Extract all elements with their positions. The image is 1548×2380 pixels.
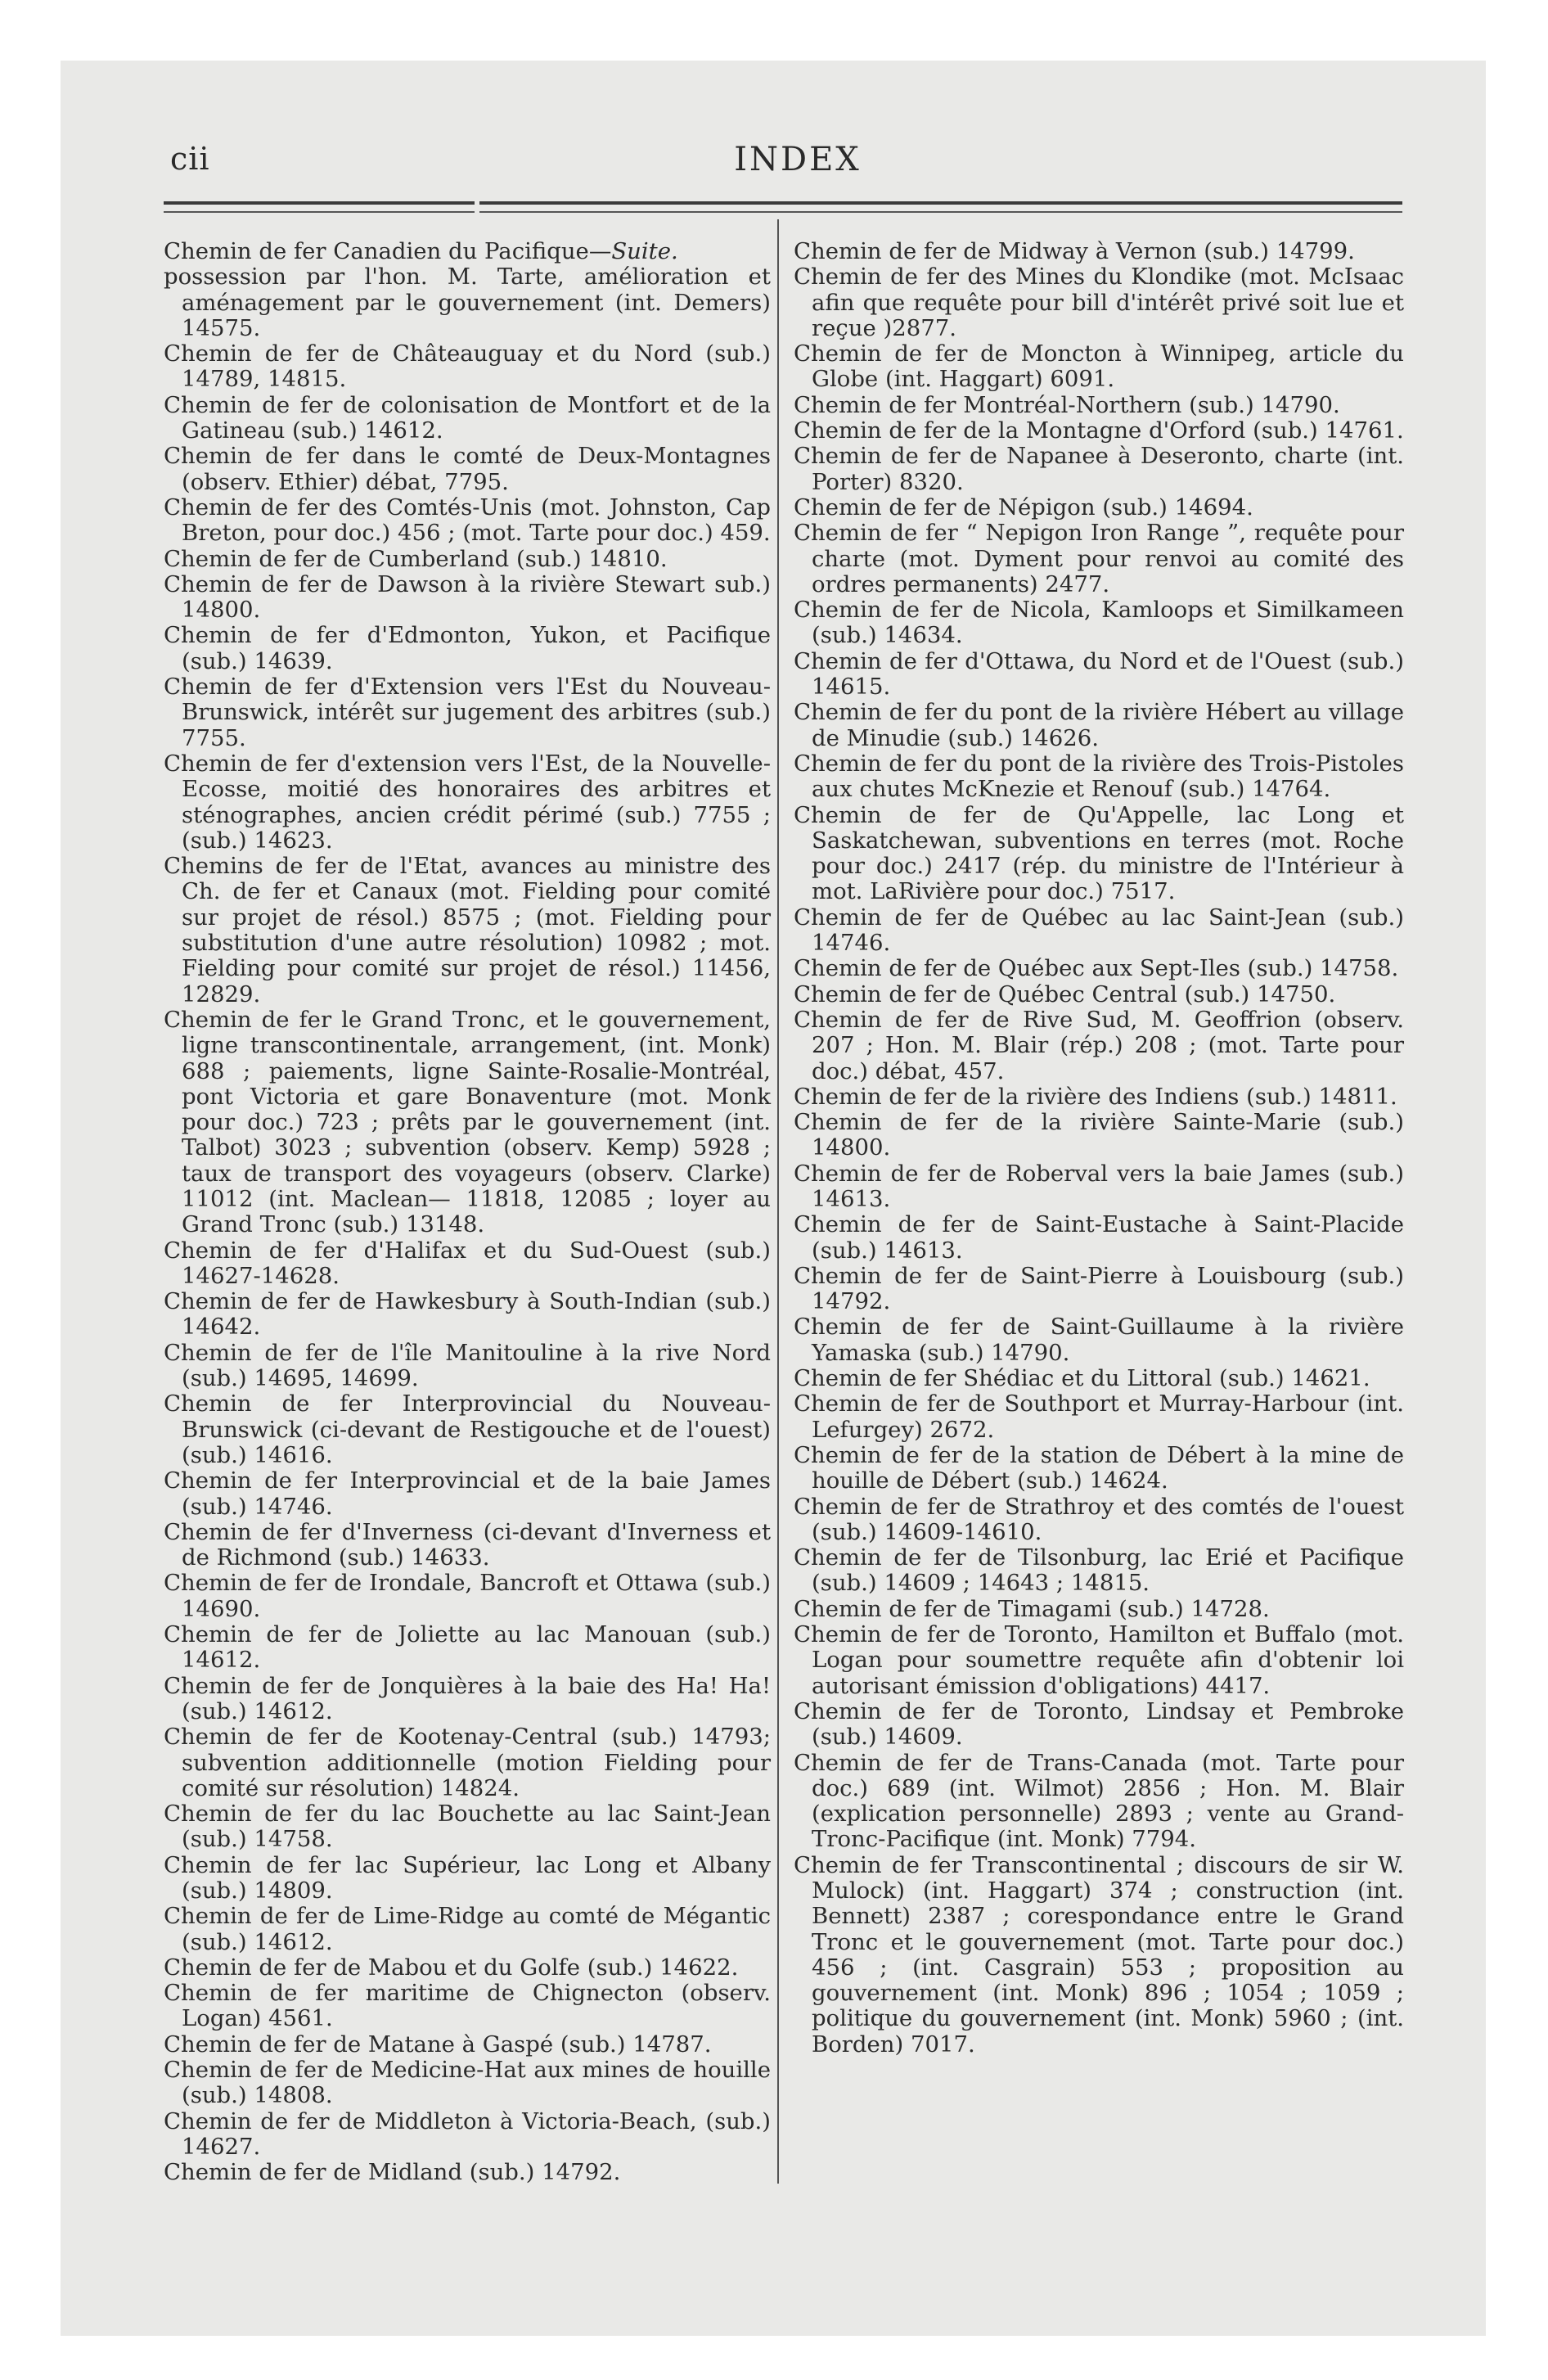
index-entry-text: Chemin de fer de Matane à Gaspé (sub.) 14787. [164,2031,712,2058]
index-entry [794,1314,1404,1366]
index-entry [794,982,1404,1007]
index-entry-text: Chemin de fer de l'île Manitouline à la rive Nord (sub.) 14695, 14699. [164,1339,771,1392]
index-entry-text: Chemin de fer de Medicine-Hat aux mines de houille (sub.) 14808. [164,2057,771,2109]
index-entry [794,956,1404,981]
index-entry-text: Chemin de fer de Roberval vers la baie James (sub.) 14613. [794,1160,1404,1212]
index-entry-text: Chemin de fer de Québec aux Sept-Iles (sub.) 14758. [794,955,1399,982]
index-entry [794,444,1404,495]
running-head [0,141,1548,178]
index-entry-text: Chemin de fer Shédiac et du Littoral (sub.) 14621. [794,1365,1370,1392]
index-entry [164,572,771,624]
index-entry-text: Chemin de fer le Grand Tronc, et le gouvernement, ligne transcontinentale, arrangement, (int. Monk) 688 ; paiements, ligne Sainte-Rosalie-Montréal, pont Victoria et gare Bonaventure (mot. Monk pour doc.) 723 ; prêts par le gouvernement (int. Talbot) 3023 ; subvention (observ. Kemp) 5928 ; taux de transport des voyageurs (observ. Clarke) 11012 (int. Maclean— 11818, 12085 ; loyer au Grand Tronc (sub.) 13148. [164,1006,771,1238]
index-entry [164,1391,771,1468]
index-entry-text: Chemin de fer du pont de la rivière des Trois-Pistoles aux chutes McKnezie et Renouf (sub.) 14764. [794,750,1404,803]
left-column [164,239,771,2186]
index-entry-text: Chemin de fer Canadien du Pacifique— [164,238,612,264]
header-rule-left-thin [164,211,475,213]
index-entry [164,495,771,547]
index-entry-text: Chemin de fer d'extension vers l'Est, de la Nouvelle-Ecosse, moitié des honoraires des arbitres et sténographes, ancien crédit périmé (sub.) 7755 ; (sub.) 14623. [164,750,771,854]
index-entry [164,1289,771,1341]
index-entry [794,393,1404,418]
index-entry [794,700,1404,751]
index-entry-text: Chemin de fer de Saint-Pierre à Louisbourg (sub.) 14792. [794,1262,1404,1315]
index-entry-text: Chemin de fer de Mabou et du Golfe (sub.) 14622. [164,1954,739,1981]
index-entry [794,1622,1404,1699]
index-entry-text: Chemin de fer de Irondale, Bancroft et Ottawa (sub.) 14690. [164,1570,771,1622]
index-entry-text: Chemins de fer de l'Etat, avances au ministre des Ch. de fer et Canaux (mot. Fielding pour comité sur projet de résol.) 8575 ; (mot. Fielding pour substitution d'une autre résolution) 10982 ; mot. Fielding pour comité sur projet de résol.) 11456, 12829. [164,853,771,1007]
index-entry [794,803,1404,905]
index-entry-text: Chemin de fer de Lime-Ridge au comté de Mégantic (sub.) 14612. [164,1903,771,1955]
index-entry-text: Chemin de fer de Middleton à Victoria-Beach, (sub.) 14627. [164,2107,771,2160]
index-entry-text: Chemin de fer “ Nepigon Iron Range ”, requête pour charte (mot. Dyment pour renvoi au comité des ordres permanents) 2477. [794,520,1404,597]
index-entry-text: Chemin de fer de Strathroy et des comtés de l'ouest (sub.) 14609-14610. [794,1493,1404,1545]
index-entry [164,1853,771,1904]
index-entry [164,1674,771,1725]
index-entry-text: Chemin de fer de Timagami (sub.) 14728. [794,1595,1270,1622]
index-entry-text: Chemin de fer de Saint-Guillaume à la rivière Yamaska (sub.) 14790. [794,1314,1404,1366]
index-entry [164,2032,771,2058]
index-entry [794,905,1404,957]
index-entry-text: Chemin de fer de Joliette au lac Manouan (sub.) 14612. [164,1621,771,1674]
index-entry-text: Chemin de fer de Moncton à Winnipeg, article du Globe (int. Haggart) 6091. [794,340,1404,393]
index-entry-text: Chemin de fer de Châteauguay et du Nord (sub.) 14789, 14815. [164,340,771,393]
index-entry [794,495,1404,521]
index-entry [164,341,771,393]
index-entry-text: possession par l'hon. M. Tarte, amélioration et aménagement par le gouvernement (int. Demers) 14575. [164,264,771,341]
index-entry-text: Chemin de fer de Napanee à Deseronto, charte (int. Porter) 8320. [794,443,1404,495]
index-entry [164,1571,771,1622]
continued-marker: Suite. [611,238,678,264]
index-entry [164,2160,771,2185]
index-entry [164,854,771,1007]
running-head-text: INDEX [734,141,862,178]
index-entry-text: Chemin de fer Transcontinental ; discours de sir W. Mulock) (int. Haggart) 374 ; construction (int. Bennett) 2387 ; corespondance entre le Grand Tronc et le gouvernement (mot. Tarte pour doc.) 456 ; (int. Casgrain) 553 ; proposition au gouvernement (int. Monk) 896 ; 1054 ; 1059 ; politique du gouvernement (int. Monk) 5960 ; (int. Borden) 7017. [794,1851,1404,2058]
index-entry-text: Chemin de fer de Hawkesbury à South-Indian (sub.) 14642. [164,1288,771,1341]
index-entry-text: Chemin de fer de Cumberland (sub.) 14810. [164,545,668,572]
index-entry [794,751,1404,803]
index-entry [794,521,1404,597]
index-entry [164,444,771,495]
index-entry-text: Chemin de fer de Jonquières à la baie des Ha! Ha! (sub.) 14612. [164,1672,771,1724]
index-entry [794,1853,1404,2058]
index-entry-text: Chemin de fer de la station de Débert à la mine de houille de Débert (sub.) 14624. [794,1441,1404,1494]
index-entry-text: Chemin de fer de Kootenay-Central (sub.) 14793; subvention additionnelle (motion Fielding pour comité sur résolution) 14824. [164,1724,771,1801]
index-entry [164,674,771,751]
index-entry-text: Chemin de fer maritime de Chignecton (observ. Logan) 4561. [164,1980,771,2032]
index-entry [794,649,1404,701]
index-entry-text: Chemin de fer d'Extension vers l'Est du Nouveau-Brunswick, intérêt sur jugement des arbitres (sub.) 7755. [164,674,771,751]
index-entry-text: Chemin de fer lac Supérieur, lac Long et Albany (sub.) 14809. [164,1851,771,1904]
index-entry-text: Chemin de fer de Saint-Eustache à Saint-Placide (sub.) 14613. [794,1211,1404,1264]
index-entry-text: Chemin de fer de Toronto, Lindsay et Pembroke (sub.) 14609. [794,1697,1404,1751]
index-entry [164,1468,771,1520]
index-entry-text: Chemin de fer de Tilsonburg, lac Erié et Pacifique (sub.) 14609 ; 14643 ; 14815. [794,1544,1404,1597]
index-entry [164,393,771,444]
index-entry [164,547,771,572]
index-entry-text: Chemin de fer de colonisation de Montfort et de la Gatineau (sub.) 14612. [164,391,771,444]
index-entry [164,1007,771,1238]
index-entry-text: Chemin de fer dans le comté de Deux-Montagnes (observ. Ethier) débat, 7795. [164,443,771,495]
index-entry-text: Chemin de fer de Southport et Murray-Harbour (int. Lefurgey) 2672. [794,1391,1404,1443]
index-entry-text: Chemin de fer d'Ottawa, du Nord et de l'Ouest (sub.) 14615. [794,647,1404,701]
index-entry [794,1751,1404,1853]
index-entry-text: Chemin de fer de Dawson à la rivière Stewart sub.) 14800. [164,570,771,624]
index-entry-text: Chemin de fer de Qu'Appelle, lac Long et Saskatchewan, subventions en terres (mot. Roche pour doc.) 2417 (rép. du ministre de l'Intérieur à mot. LaRivière pour doc.) 7517. [794,801,1404,905]
index-entry-text: Chemin de fer de Midland (sub.) 14792. [164,2159,621,2186]
index-entry-text: Chemin de fer du pont de la rivière Hébert au village de Minudie (sub.) 14626. [794,699,1404,751]
index-entry-text: Chemin de fer de Midway à Vernon (sub.) 14799. [794,238,1355,264]
right-column [794,239,1404,2058]
index-entry [164,264,771,341]
index-entry-text: Chemin de fer de Québec au lac Saint-Jean (sub.) 14746. [794,904,1404,957]
header-rule-middle-thin [479,211,1402,213]
index-entry-text: Chemin de fer des Mines du Klondike (mot. McIsaac afin que requête pour bill d'intérêt privé soit lue et reçue )2877. [794,264,1404,341]
header-rule-left [164,201,475,205]
index-entry-text: Chemin de fer de Trans-Canada (mot. Tarte pour doc.) 689 (int. Wilmot) 2856 ; Hon. M. Blair (explication personnelle) 2893 ; vente au Grand-Tronc-Pacifique (int. Monk) 7794. [794,1749,1404,1853]
index-entry [164,1801,771,1853]
index-entry [794,1161,1404,1213]
index-entry [794,418,1404,444]
index-entry [164,1341,771,1392]
index-entry [164,2058,771,2109]
index-entry [164,1724,771,1801]
index-entry [164,1981,771,2032]
index-entry-text: Chemin de fer de Nicola, Kamloops et Similkameen (sub.) 14634. [794,597,1404,649]
index-entry-text: Chemin de fer de Népigon (sub.) 14694. [794,494,1253,521]
index-entry [794,1084,1404,1110]
index-entry [164,1238,771,1290]
index-entry [794,1007,1404,1084]
index-entry [164,2109,771,2161]
index-entry-text: Chemin de fer Interprovincial du Nouveau-Brunswick (ci-devant de Restigouche et de l'ouest) (sub.) 14616. [164,1391,771,1468]
index-entry [794,1494,1404,1546]
index-entry [794,239,1404,264]
index-entry [164,751,771,854]
index-entry-text: Chemin de fer de Rive Sud, M. Geoffrion (observ. 207 ; Hon. M. Blair (rép.) 208 ; (mot. Tarte pour doc.) débat, 457. [794,1006,1404,1084]
index-entry [794,1391,1404,1443]
index-entry [164,1520,771,1571]
index-entry [794,341,1404,393]
index-entry [794,1545,1404,1597]
index-entry [164,1622,771,1674]
index-entry-text: Chemin de fer Interprovincial et de la baie James (sub.) 14746. [164,1467,771,1520]
index-entry-text: Chemin de fer d'Edmonton, Yukon, et Pacifique (sub.) 14639. [164,622,771,674]
index-entry [794,1699,1404,1751]
index-entry [164,239,771,264]
index-entry [794,264,1404,341]
index-entry-text: Chemin de fer de Québec Central (sub.) 14750. [794,980,1336,1007]
index-entry [794,1597,1404,1622]
index-entry [794,1443,1404,1494]
index-entry [794,1264,1404,1315]
index-entry [164,623,771,674]
index-entry-text: Chemin de fer du lac Bouchette au lac Saint-Jean (sub.) 14758. [164,1801,771,1853]
index-entry-text: Chemin de fer des Comtés-Unis (mot. Johnston, Cap Breton, pour doc.) 456 ; (mot. Tarte pour doc.) 459. [164,494,771,547]
index-entry [794,1110,1404,1161]
header-rule-middle [479,201,1402,205]
index-entry-text: Chemin de fer de la rivière Sainte-Marie (sub.) 14800. [794,1109,1404,1161]
page-number: cii [170,141,210,177]
index-entry-text: Chemin de fer de la Montagne d'Orford (sub.) 14761. [794,417,1404,444]
index-entry [794,1212,1404,1264]
index-entry [794,597,1404,649]
index-entry-text: Chemin de fer Montréal-Northern (sub.) 14790. [794,391,1340,418]
index-entry-text: Chemin de fer d'Halifax et du Sud-Ouest (sub.) 14627-14628. [164,1237,771,1289]
column-divider [777,219,779,2184]
index-entry-text: Chemin de fer de la rivière des Indiens (sub.) 14811. [794,1083,1397,1110]
index-entry [794,1366,1404,1391]
index-entry [164,1904,771,1955]
index-entry-text: Chemin de fer de Toronto, Hamilton et Buffalo (mot. Logan pour soumettre requête afin d'obtenir loi autorisant émission d'obligations) 4417. [794,1621,1404,1699]
index-entry-text: Chemin de fer d'Inverness (ci-devant d'Inverness et de Richmond (sub.) 14633. [164,1518,771,1571]
index-entry [164,1955,771,1981]
